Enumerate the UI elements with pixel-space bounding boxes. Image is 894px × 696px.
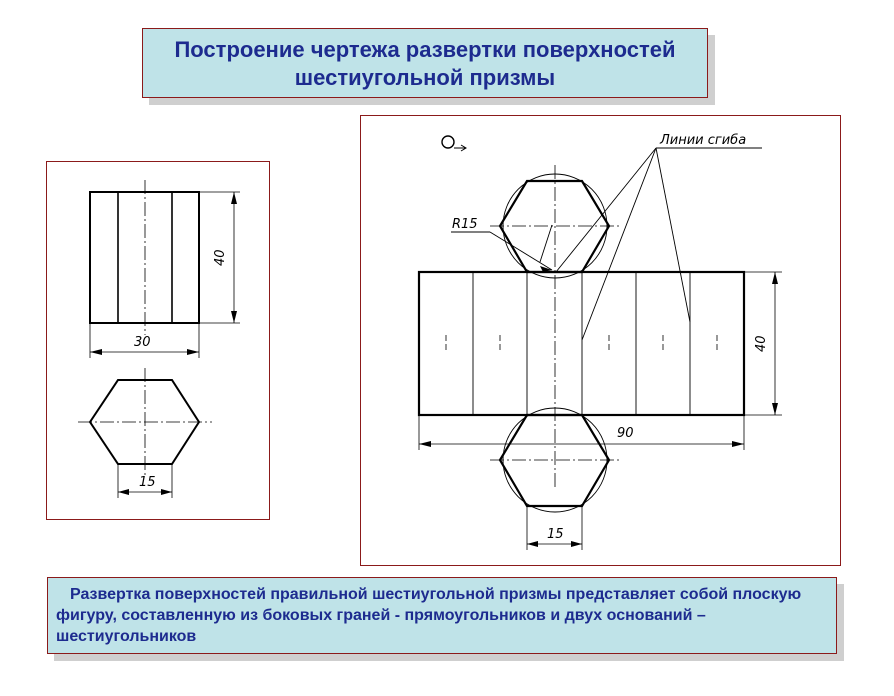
length-dimension-label: 90 bbox=[617, 426, 634, 441]
view-direction-icon bbox=[442, 136, 454, 148]
leader-line bbox=[556, 148, 656, 272]
fold-lines-label: Линии сгиба bbox=[660, 133, 747, 148]
width-dimension-label: 30 bbox=[134, 335, 151, 350]
lateral-faces-rectangle bbox=[419, 272, 744, 415]
radius-label: R15 bbox=[452, 217, 478, 232]
title-line-2: шестиугольной призмы bbox=[294, 65, 556, 90]
side-dimension-label: 15 bbox=[139, 475, 156, 490]
height-dimension-label: 40 bbox=[754, 335, 769, 352]
note-text: Развертка поверхностей правильной шестиугольной призмы представляет собой плоскую фигуру, составленную из боковых граней - прямоугольников и двух оснований – шестиугольников bbox=[56, 586, 802, 645]
radius-leader-line bbox=[490, 232, 552, 270]
side-dimension-label: 15 bbox=[547, 527, 564, 542]
height-dimension-label: 40 bbox=[213, 249, 228, 266]
leader-line bbox=[582, 148, 656, 340]
leader-line bbox=[656, 148, 690, 322]
note-box bbox=[47, 577, 837, 654]
bottom-base-hexagon bbox=[500, 415, 609, 506]
title-line-1: Построение чертежа развертки поверхностей bbox=[174, 37, 676, 62]
